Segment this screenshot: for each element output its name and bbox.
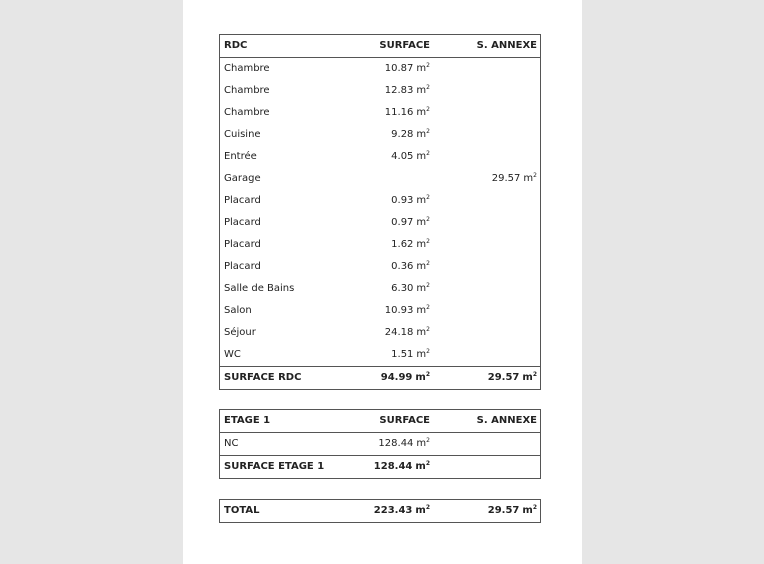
etage1-total-row xyxy=(220,455,540,478)
rdc-total-row xyxy=(220,366,540,389)
etage1-header-label: ETAGE 1 xyxy=(224,415,271,426)
grand-total-annexe: 29.57 $m^2$ xyxy=(487,504,537,516)
rdc-total-annexe: 29.57 $m^2$ xyxy=(487,371,537,383)
table-row xyxy=(220,58,540,80)
room-surface: 0.93 $m^2$ xyxy=(391,194,430,206)
rdc-header-annexe: S. ANNEXE xyxy=(476,40,537,51)
room-name: Cuisine xyxy=(224,129,261,140)
room-name: NC xyxy=(224,438,239,449)
rdc-total-label: SURFACE RDC xyxy=(224,372,302,383)
table-row xyxy=(220,300,540,322)
room-name: Entrée xyxy=(224,151,257,162)
room-surface: 12.83 $m^2$ xyxy=(384,84,430,96)
table-row xyxy=(220,322,540,344)
room-name: Chambre xyxy=(224,85,270,96)
room-surface: 1.62 $m^2$ xyxy=(391,238,430,250)
grand-total-table xyxy=(219,499,541,523)
rdc-header-surface: SURFACE xyxy=(379,40,430,51)
rdc-header-label: RDC xyxy=(224,40,248,51)
table-row xyxy=(220,433,540,455)
room-surface: 10.93 $m^2$ xyxy=(384,304,430,316)
etage1-body xyxy=(220,433,540,455)
table-row xyxy=(220,344,540,366)
grand-total-surface: 223.43 $m^2$ xyxy=(373,504,430,516)
table-row xyxy=(220,278,540,300)
room-name: Garage xyxy=(224,173,261,184)
rdc-body xyxy=(220,58,540,366)
room-surface: 24.18 $m^2$ xyxy=(384,326,430,338)
room-name: Chambre xyxy=(224,63,270,74)
room-annexe: 29.57 $m^2$ xyxy=(491,172,537,184)
room-surface: 1.51 $m^2$ xyxy=(391,348,430,360)
table-row xyxy=(220,124,540,146)
room-surface: 0.36 $m^2$ xyxy=(391,260,430,272)
rdc-header-row xyxy=(220,35,540,58)
room-name: Placard xyxy=(224,239,261,250)
room-name: Placard xyxy=(224,261,261,272)
room-surface: 0.97 $m^2$ xyxy=(391,216,430,228)
room-name: Chambre xyxy=(224,107,270,118)
table-row xyxy=(220,146,540,168)
etage1-header-surface: SURFACE xyxy=(379,415,430,426)
rdc-total-surface: 94.99 $m^2$ xyxy=(380,371,430,383)
etage1-header-row xyxy=(220,410,540,433)
table-row xyxy=(220,234,540,256)
room-name: WC xyxy=(224,349,241,360)
room-surface: 10.87 $m^2$ xyxy=(384,62,430,74)
table-row xyxy=(220,102,540,124)
grand-total-label: TOTAL xyxy=(224,505,260,516)
etage1-total-surface: 128.44 $m^2$ xyxy=(373,460,430,472)
grand-total-row xyxy=(220,500,540,522)
etage1-table xyxy=(219,409,541,479)
rdc-table xyxy=(219,34,541,390)
room-surface: 128.44 $m^2$ xyxy=(378,437,430,449)
table-row xyxy=(220,168,540,190)
room-name: Placard xyxy=(224,195,261,206)
etage1-header-annexe: S. ANNEXE xyxy=(476,415,537,426)
room-surface: 6.30 $m^2$ xyxy=(391,282,430,294)
room-surface: 4.05 $m^2$ xyxy=(391,150,430,162)
room-name: Placard xyxy=(224,217,261,228)
room-surface: 11.16 $m^2$ xyxy=(384,106,430,118)
table-row xyxy=(220,212,540,234)
room-name: Salon xyxy=(224,305,252,316)
room-name: Salle de Bains xyxy=(224,283,295,294)
table-row xyxy=(220,256,540,278)
room-surface: 9.28 $m^2$ xyxy=(391,128,430,140)
etage1-total-label: SURFACE ETAGE 1 xyxy=(224,461,325,472)
room-name: Séjour xyxy=(224,327,256,338)
table-row xyxy=(220,80,540,102)
table-row xyxy=(220,190,540,212)
